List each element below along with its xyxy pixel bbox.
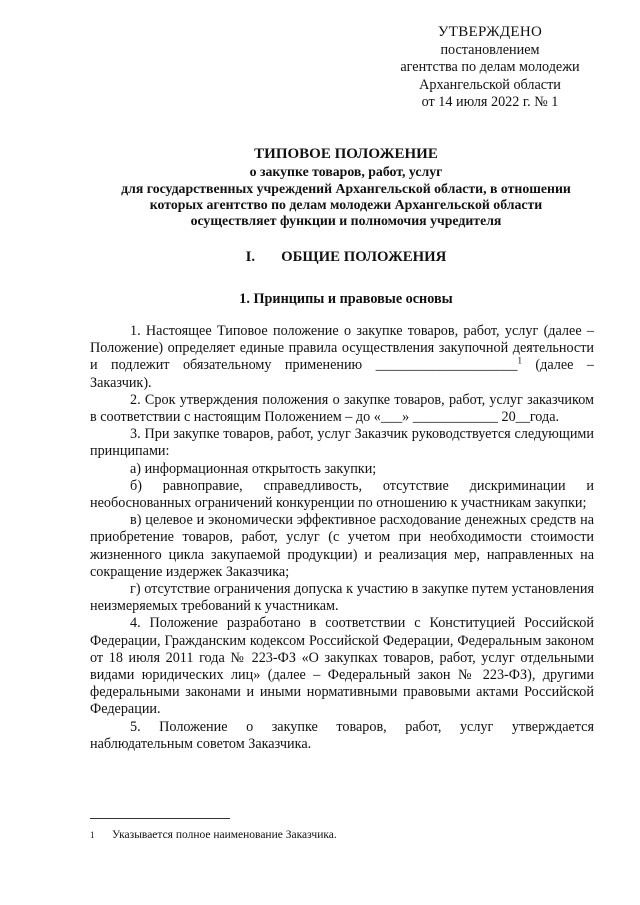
- approval-date: от 14 июля 2022 г. № 1: [421, 94, 559, 111]
- document-title: [60, 146, 632, 229]
- document-body: [90, 323, 594, 753]
- approval-heading: УТВЕРЖДЕНО: [437, 24, 543, 40]
- title-line: для государственных учреждений Архангельской области, в отношении: [121, 180, 571, 196]
- footnote-divider: [90, 818, 230, 819]
- paragraph-3a: а) информационная открытость закупки;: [130, 460, 377, 477]
- title-main: ТИПОВОЕ ПОЛОЖЕНИЕ: [254, 146, 438, 162]
- approval-line: агентства по делам молодежи: [400, 59, 580, 76]
- subsection-heading: 1. Принципы и правовые основы: [239, 291, 453, 307]
- title-line: осуществляет функции и полномочия учредителя: [190, 213, 502, 229]
- approval-line: Архангельской области: [419, 76, 561, 93]
- section-number: I.: [245, 249, 256, 265]
- title-line: о закупке товаров, работ, услуг: [249, 164, 443, 180]
- paragraph-1-tail: (далее – Заказчик).: [90, 357, 594, 391]
- paragraph-3c: в) целевое и экономически эффективное расходование денежных средств на приобретение товаров, работ, услуг (с учетом при необходимости стоимости жизненного цикла закупаемой продукции) и реализация мер, направленных на сокращение издержек Заказчика;: [90, 512, 594, 580]
- title-line: которых агентство по делам молодежи Архангельской области: [149, 196, 543, 212]
- paragraph-5: 5. Положение о закупке товаров, работ, услуг утверждается наблюдательным советом Заказчика.: [90, 718, 594, 752]
- section-title: ОБЩИЕ ПОЛОЖЕНИЯ: [281, 249, 447, 265]
- footnote: [90, 828, 594, 842]
- footnote-text: Указывается полное наименование Заказчика.: [112, 829, 337, 841]
- paragraph-3b: б) равноправие, справедливость, отсутствие дискриминации и необоснованных ограничений конкуренции по отношению к участникам закупки;: [90, 477, 594, 512]
- section-heading: [60, 249, 632, 266]
- footnote-mark: 1: [90, 830, 95, 840]
- footnote-reference[interactable]: 1: [517, 355, 522, 366]
- paragraph-1: [90, 323, 594, 392]
- paragraph-1-text: 1. Настоящее Типовое положение о закупке товаров, работ, услуг (далее – Положение) определяет единые правила осуществления закупочной деятельности и подлежит обязательному применению ____________________: [90, 323, 594, 374]
- approval-line: постановлением: [440, 41, 540, 58]
- approval-stamp: [380, 24, 600, 112]
- paragraph-2: 2. Срок утверждения положения о закупке товаров, работ, услуг заказчиком в соответствии с настоящим Положением – до «___» ____________ 20__года.: [90, 391, 594, 426]
- paragraph-3: 3. При закупке товаров, работ, услуг Заказчик руководствуется следующими принципами:: [90, 426, 594, 460]
- paragraph-3d: г) отсутствие ограничения допуска к участию в закупке путем установления неизмеряемых требований к участникам.: [90, 581, 594, 615]
- paragraph-4: 4. Положение разработано в соответствии с Конституцией Российской Федерации, Гражданским кодексом Российской Федерации, Федеральным законом от 18 июля 2011 года № 223-ФЗ «О закупках товаров, работ, услуг отдельными видами юридических лиц» (далее – Федеральный закон № 223-ФЗ), другими федеральными законами и иными нормативными правовыми актами Российской Федерации.: [90, 615, 594, 718]
